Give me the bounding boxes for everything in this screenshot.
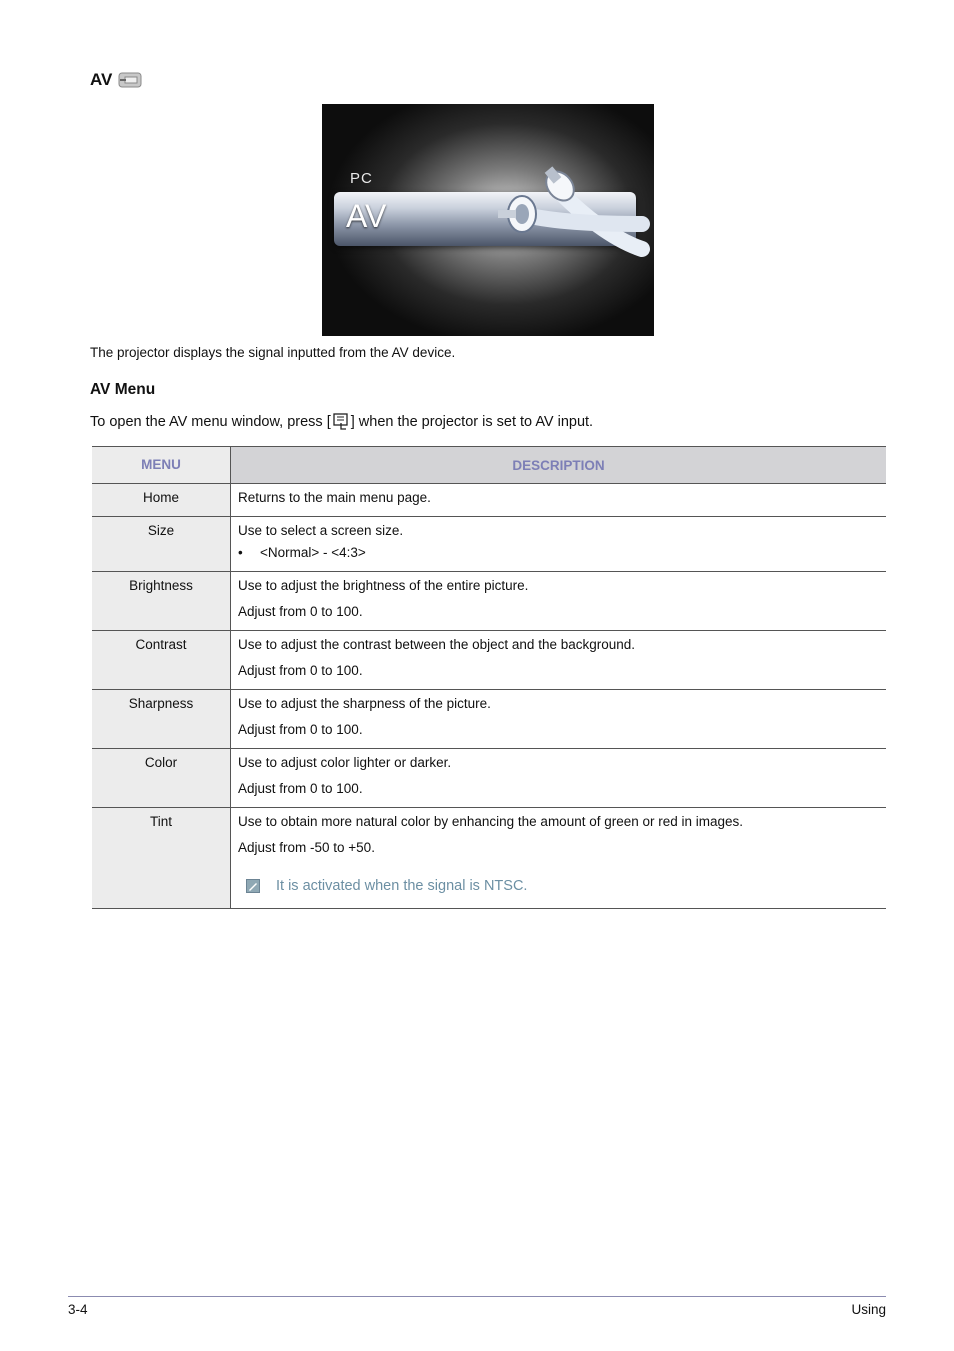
description-line: Adjust from 0 to 100. xyxy=(238,604,363,619)
page-number: 3-4 xyxy=(68,1302,88,1317)
rca-plug-icon xyxy=(492,154,652,264)
note xyxy=(246,876,886,896)
table-row xyxy=(92,572,886,631)
bullet-text: <Normal> - <4:3> xyxy=(260,545,366,560)
menu-cell: Home xyxy=(92,484,231,517)
av-osd-screenshot xyxy=(322,104,654,336)
description-cell xyxy=(231,517,887,572)
open-menu-instruction xyxy=(90,413,593,431)
description-cell xyxy=(231,631,887,690)
header-menu: MENU xyxy=(92,447,231,484)
menu-cell: Contrast xyxy=(92,631,231,690)
description-line: Use to adjust the contrast between the object and the background. xyxy=(238,637,636,652)
table-row xyxy=(92,484,886,517)
chapter-name: Using xyxy=(851,1302,886,1317)
menu-cell: Brightness xyxy=(92,572,231,631)
description-line: Adjust from 0 to 100. xyxy=(238,663,363,678)
table-row xyxy=(92,517,886,572)
osd-pc-label: PC xyxy=(350,170,373,187)
description-line: Use to obtain more natural color by enhancing the amount of green or red in images. xyxy=(238,814,744,829)
footer-divider xyxy=(68,1296,886,1297)
section-title-text: AV xyxy=(90,70,113,89)
description-line: Adjust from 0 to 100. xyxy=(238,781,363,796)
description-cell xyxy=(231,690,887,749)
note-icon xyxy=(246,879,260,893)
av-source-icon xyxy=(116,71,144,89)
osd-av-label: AV xyxy=(346,198,387,234)
section-caption: The projector displays the signal inputted from the AV device. xyxy=(90,345,456,360)
open-text-before: To open the AV menu window, press [ xyxy=(90,414,331,430)
header-description: DESCRIPTION xyxy=(231,447,887,484)
note-text: It is activated when the signal is NTSC. xyxy=(276,878,528,894)
description-line: Adjust from -50 to +50. xyxy=(238,840,375,855)
description-cell xyxy=(231,749,887,808)
table-row xyxy=(92,749,886,808)
table-row xyxy=(92,690,886,749)
description-line: Use to select a screen size. xyxy=(238,523,404,538)
description-line: Use to adjust color lighter or darker. xyxy=(238,755,452,770)
menu-cell: Tint xyxy=(92,808,231,909)
description-cell xyxy=(231,808,887,909)
table-header-row xyxy=(92,447,886,484)
description-line: Use to adjust the sharpness of the picture. xyxy=(238,696,491,711)
open-text-after: ] when the projector is set to AV input. xyxy=(350,414,594,430)
description-line: Returns to the main menu page. xyxy=(238,490,431,505)
section-title xyxy=(90,70,144,90)
menu-cell: Sharpness xyxy=(92,690,231,749)
description-line: Adjust from 0 to 100. xyxy=(238,722,363,737)
table-row xyxy=(92,808,886,909)
description-cell xyxy=(231,484,887,517)
menu-cell: Size xyxy=(92,517,231,572)
menu-key-icon xyxy=(333,413,349,431)
table-row xyxy=(92,631,886,690)
av-menu-heading: AV Menu xyxy=(90,381,156,398)
description-cell xyxy=(231,572,887,631)
bullet-item: • <Normal> - <4:3> xyxy=(238,545,886,571)
description-line: Use to adjust the brightness of the entire picture. xyxy=(238,578,529,593)
av-menu-table xyxy=(92,446,886,909)
menu-cell: Color xyxy=(92,749,231,808)
